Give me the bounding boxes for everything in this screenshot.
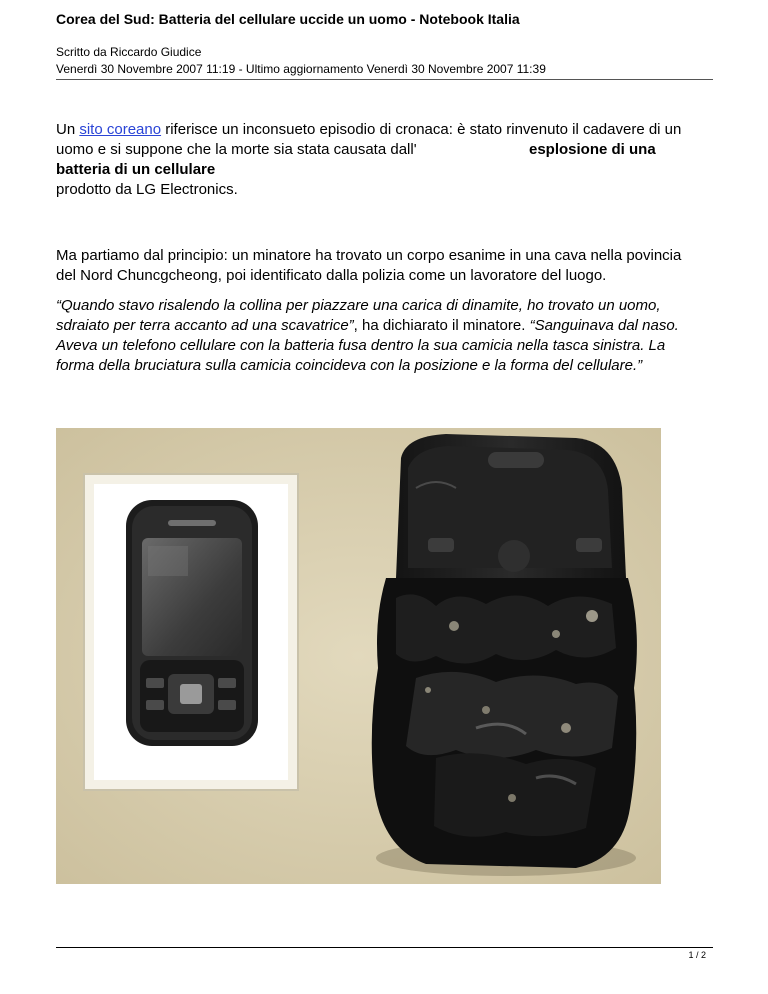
page-title: Corea del Sud: Batteria del cellulare uccide un uomo - Notebook Italia	[56, 11, 520, 27]
burnt-phone	[372, 434, 637, 876]
narration-text: , ha dichiarato il minatore.	[353, 317, 530, 334]
quote-2-line-3: forma della bruciatura sulla camicia coincideva con la posizione e la forma del cellulare.”	[56, 357, 643, 374]
footer-divider	[56, 947, 713, 948]
quote-1-line-1: “Quando stavo risalendo la collina per piazzare una carica di dinamite, ho trovato un uomo,	[56, 297, 661, 314]
quote-2-start: “Sanguinava dal naso.	[529, 317, 679, 334]
article-dates: Venerdì 30 Novembre 2007 11:19 - Ultimo aggiornamento Venerdì 30 Novembre 2007 11:39	[56, 62, 546, 76]
paragraph-3-line-2	[56, 316, 679, 336]
p1-after-link: riferisce un inconsueto episodio di cronaca: è stato rinvenuto il cadavere di un	[161, 121, 682, 138]
header-divider	[56, 79, 713, 80]
intact-phone-inset	[84, 474, 298, 790]
p1-bold-emphasis-1: esplosione di una	[529, 141, 656, 158]
phone-illustration	[56, 428, 661, 884]
p1-prefix: Un	[56, 121, 80, 138]
burnt-phone-photo	[56, 428, 661, 884]
paragraph-1-line-4: prodotto da LG Electronics.	[56, 181, 238, 198]
sito-coreano-link[interactable]: sito coreano	[79, 121, 162, 138]
quote-1-line-2: sdraiato per terra accanto ad una scavatrice”	[56, 317, 354, 334]
paragraph-1-line-2	[56, 140, 417, 160]
p1-bold-emphasis-2: batteria di un cellulare	[56, 161, 216, 178]
quote-2-line-2: Aveva un telefono cellulare con la batteria fusa dentro la sua camicia nella tasca sinistra. La	[56, 337, 666, 354]
paragraph-1-line-1	[56, 120, 681, 140]
article-author: Scritto da Riccardo Giudice	[56, 45, 202, 59]
page-number: 1 / 2	[688, 950, 706, 960]
p1-line-2-text: uomo e si suppone che la morte sia stata causata dall'	[56, 141, 417, 158]
paragraph-2-line-2: del Nord Chuncgcheong, poi identificato dalla polizia come un lavoratore del luogo.	[56, 267, 607, 284]
paragraph-2-line-1: Ma partiamo dal principio: un minatore ha trovato un corpo esanime in una cava nella povincia	[56, 247, 682, 264]
